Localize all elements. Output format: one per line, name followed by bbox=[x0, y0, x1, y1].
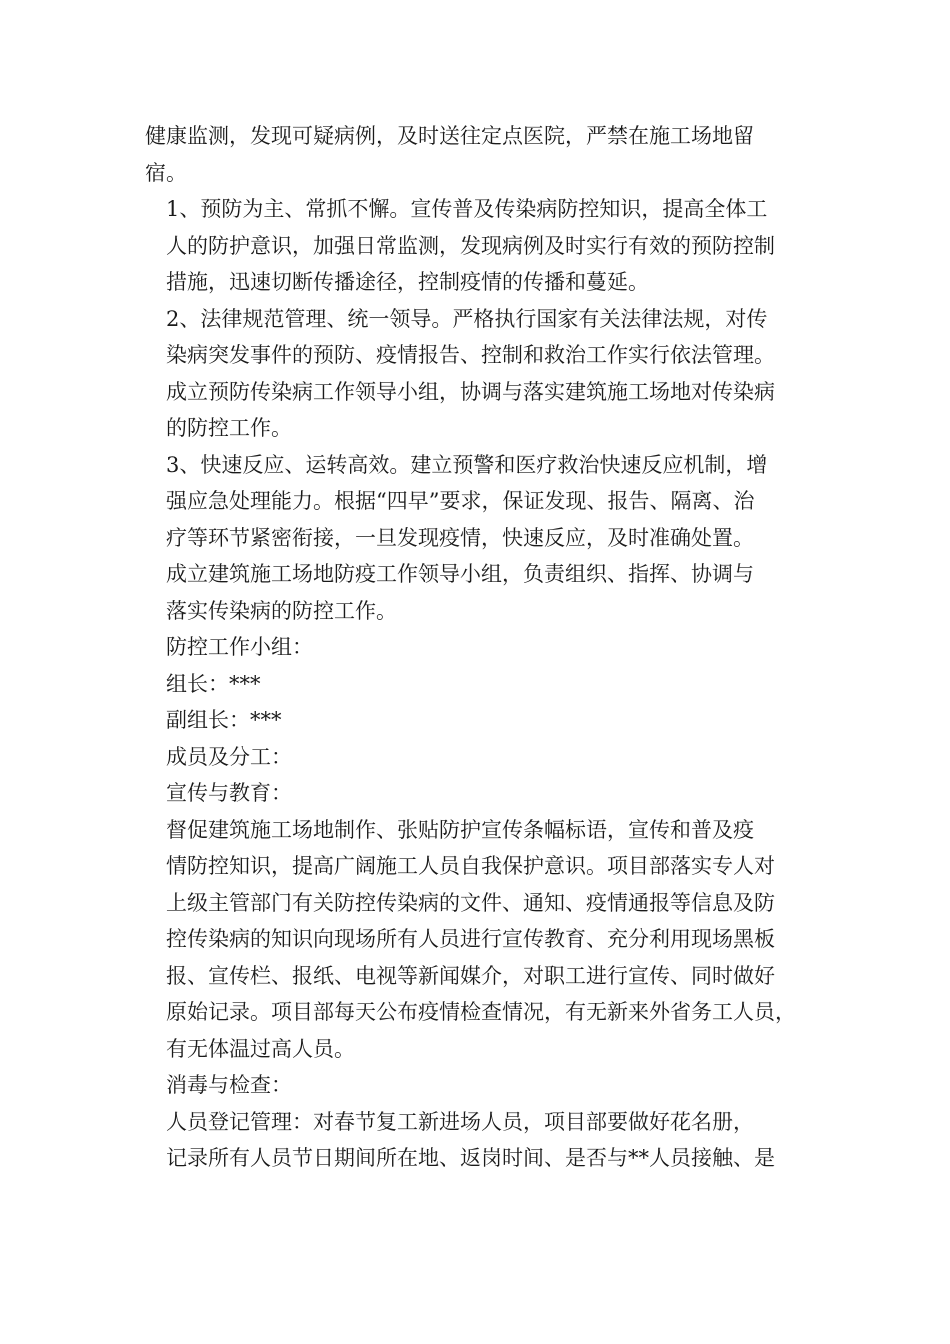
text-line: 疗等环节紧密衔接，一旦发现疫情，快速反应，及时准确处置。 bbox=[166, 525, 754, 550]
text-line: 报、宣传栏、报纸、电视等新闻媒介，对职工进行宣传、同时做好 bbox=[166, 963, 775, 988]
text-line: 强应急处理能力。根据“四早”要求，保证发现、报告、隔离、治 bbox=[166, 489, 755, 513]
document-page bbox=[145, 118, 825, 1177]
paragraph bbox=[145, 1104, 825, 1177]
text-line: 副组长：*** bbox=[166, 708, 282, 732]
text-line: 督促建筑施工场地制作、张贴防护宣传条幅标语，宣传和普及疫 bbox=[166, 817, 754, 842]
text-line: 成立预防传染病工作领导小组，协调与落实建筑施工场地对传染病 bbox=[166, 379, 775, 404]
text-line: 成立建筑施工场地防疫工作领导小组，负责组织、指挥、协调与 bbox=[166, 562, 754, 586]
text-line: 宣传与教育： bbox=[166, 781, 292, 805]
paragraph bbox=[145, 447, 825, 557]
paragraph bbox=[145, 666, 825, 703]
paragraph bbox=[145, 191, 825, 301]
text-line: 2、法律规范管理、统一领导。严格执行国家有关法律法规，对传 bbox=[166, 306, 768, 331]
text-line: 控传染病的知识向现场所有人员进行宣传教育、充分利用现场黑板 bbox=[166, 927, 775, 951]
text-line: 人的防护意识，加强日常监测，发现病例及时实行有效的预防控制 bbox=[166, 233, 775, 258]
text-line: 情防控知识，提高广阔施工人员自我保护意识。项目部落实专人对 bbox=[166, 854, 775, 878]
text-line: 组长：*** bbox=[166, 671, 261, 696]
paragraph bbox=[145, 1067, 825, 1104]
text-line: 健康监测，发现可疑病例，及时送往定点医院，严禁在施工场地留 bbox=[145, 124, 754, 148]
text-line: 防控工作小组： bbox=[166, 635, 313, 659]
paragraph bbox=[145, 812, 825, 1068]
paragraph bbox=[145, 301, 825, 447]
paragraph bbox=[145, 118, 825, 191]
paragraph bbox=[145, 702, 825, 739]
text-line: 措施，迅速切断传播途径，控制疫情的传播和蔓延。 bbox=[166, 270, 649, 294]
paragraph bbox=[145, 775, 825, 812]
text-line: 记录所有人员节日期间所在地、返岗时间、是否与**人员接触、是 bbox=[166, 1146, 775, 1170]
paragraph bbox=[145, 556, 825, 629]
text-line: 成员及分工： bbox=[166, 744, 292, 769]
text-line: 1、预防为主、常抓不懈。宣传普及传染病防控知识，提高全体工 bbox=[166, 197, 768, 221]
text-line: 落实传染病的防控工作。 bbox=[166, 598, 397, 623]
text-line: 有无体温过高人员。 bbox=[166, 1036, 355, 1061]
text-line: 染病突发事件的预防、疫情报告、控制和救治工作实行依法管理。 bbox=[166, 343, 775, 367]
text-line: 原始记录。项目部每天公布疫情检查情况，有无新来外省务工人员， bbox=[166, 1000, 796, 1024]
text-line: 上级主管部门有关防控传染病的文件、通知、疫情通报等信息及防 bbox=[166, 890, 775, 915]
text-line: 的防控工作。 bbox=[166, 416, 292, 440]
text-line: 人员登记管理：对春节复工新进场人员，项目部要做好花名册， bbox=[166, 1109, 754, 1134]
text-line: 宿。 bbox=[145, 160, 187, 185]
paragraph bbox=[145, 629, 825, 666]
text-line: 消毒与检查： bbox=[166, 1073, 292, 1097]
paragraph bbox=[145, 739, 825, 776]
text-line: 3、快速反应、运转高效。建立预警和医疗救治快速反应机制，增 bbox=[166, 452, 768, 477]
